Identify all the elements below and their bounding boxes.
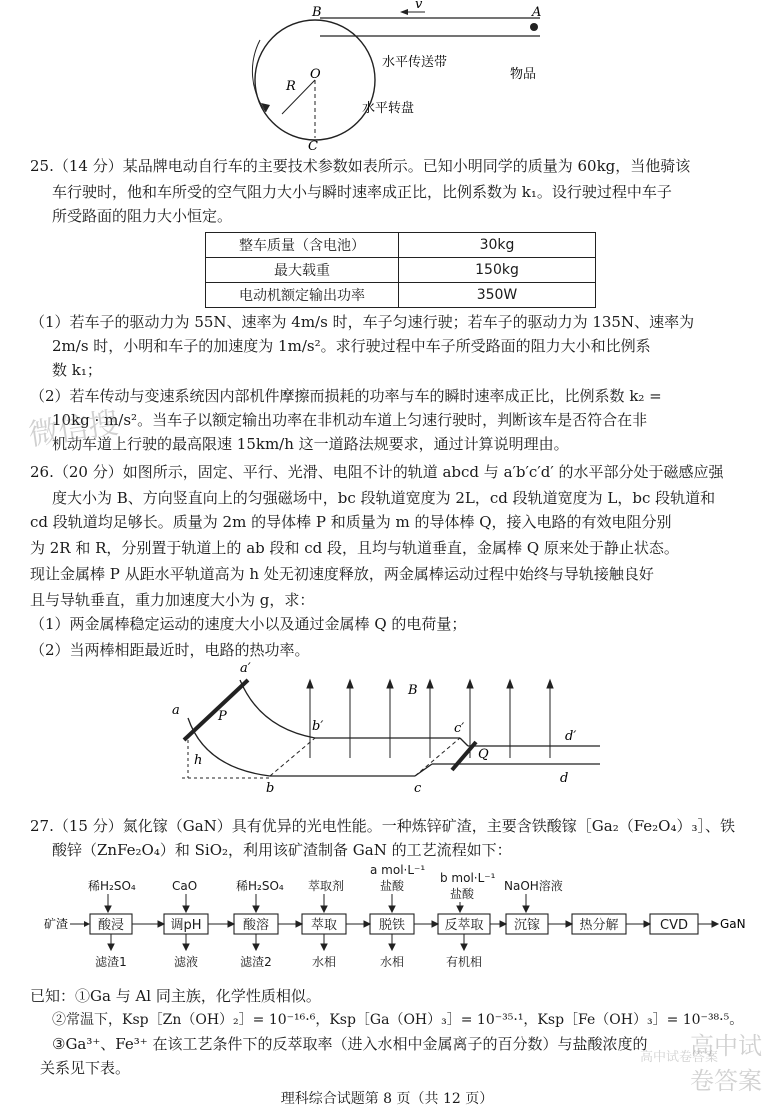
svg-text:沉镓: 沉镓 xyxy=(513,918,541,933)
svg-text:水平转盘: 水平转盘 xyxy=(362,101,415,116)
svg-text:稀H₂SO₄: 稀H₂SO₄ xyxy=(88,879,136,893)
svg-text:有机相: 有机相 xyxy=(445,955,483,969)
svg-text:热分解: 热分解 xyxy=(579,918,619,933)
q27-line-2: 酸锌（ZnFe₂O₄）和 SiO₂，利用该矿渣制备 GaN 的工艺流程如下： xyxy=(52,841,512,859)
svg-text:P: P xyxy=(218,709,227,724)
svg-text:b′: b′ xyxy=(312,719,324,734)
q27-known-2: ②常温下，Ksp［Zn（OH）₂］= 10⁻¹⁶·⁶，Ksp［Ga（OH）₃］= 10⁻³⁵·¹，Ksp［Fe（OH）₃］= 10⁻³⁸·⁵。 xyxy=(52,1012,744,1028)
svg-text:水相: 水相 xyxy=(379,955,405,969)
svg-text:萃取: 萃取 xyxy=(310,918,338,933)
q26-line-5: 现让金属棒 P 从距水平轨道高为 h 处无初速度释放，两金属棒运动过程中始终与导轨接触良好 xyxy=(30,565,654,583)
svg-text:脱铁: 脱铁 xyxy=(378,918,406,933)
q26-line-6: 且与导轨垂直，重力加速度大小为 g，求： xyxy=(30,591,315,609)
svg-text:调pH: 调pH xyxy=(170,918,202,933)
svg-text:A: A xyxy=(532,5,542,20)
q25-line-3: 所受路面的阻力大小恒定。 xyxy=(52,207,233,225)
svg-text:滤渣1: 滤渣1 xyxy=(95,955,127,969)
q26-line-1: 26.（20 分）如图所示，固定、平行、光滑、电阻不计的轨道 abcd 与 a′b′c′d′ 的水平部分处于磁感应强 xyxy=(30,463,724,481)
q26-sub-1: （1）两金属棒稳定运动的速度大小以及通过金属棒 Q 的电荷量； xyxy=(30,615,467,633)
svg-text:a: a xyxy=(172,703,180,718)
svg-text:Q: Q xyxy=(478,747,489,762)
svg-text:a′: a′ xyxy=(240,661,251,676)
svg-text:稀H₂SO₄: 稀H₂SO₄ xyxy=(236,879,284,893)
svg-text:c: c xyxy=(414,781,422,796)
q27-known-1: 已知：①Ga 与 Al 同主族，化学性质相似。 xyxy=(30,987,321,1005)
svg-text:滤液: 滤液 xyxy=(173,955,199,969)
figure-conveyor-turntable xyxy=(240,0,560,150)
svg-text:CVD: CVD xyxy=(660,918,688,933)
svg-text:GaN: GaN xyxy=(720,917,746,931)
q26-sub-2: （2）当两棒相距最近时，电路的热功率。 xyxy=(30,641,310,659)
table-row: 整车质量（含电池） 30kg xyxy=(206,233,596,258)
q25-sub1-a: （1）若车子的驱动力为 55N、速率为 4m/s 时，车子匀速行驶；若车子的驱动力为 135N、速率为 xyxy=(30,313,695,331)
svg-text:O: O xyxy=(310,67,321,82)
q26-line-2: 度大小为 B、方向竖直向上的匀强磁场中，bc 段轨道宽度为 2L，cd 段轨道宽度为 L，bc 段轨道和 xyxy=(52,489,716,507)
svg-text:h: h xyxy=(194,753,203,768)
q27-known-3: ③Ga³⁺、Fe³⁺ 在该工艺条件下的反萃取率（进入水相中金属离子的百分数）与盐酸浓度的 xyxy=(52,1035,648,1053)
svg-text:NaOH溶液: NaOH溶液 xyxy=(504,879,563,893)
svg-text:c′: c′ xyxy=(454,721,465,736)
watermark-right: 高中试卷答案 xyxy=(690,1032,762,1095)
svg-text:b mol·L⁻¹: b mol·L⁻¹ xyxy=(440,871,496,885)
q26-line-4: 为 2R 和 R，分别置于轨道上的 ab 段和 cd 段，且均与轨道垂直，金属棒 Q 原来处于静止状态。 xyxy=(30,539,679,557)
svg-text:盐酸: 盐酸 xyxy=(450,887,475,901)
svg-text:酸溶: 酸溶 xyxy=(242,918,270,933)
svg-text:R: R xyxy=(286,79,296,94)
q26-line-3: cd 段轨道均足够长。质量为 2m 的导体棒 P 和质量为 m 的导体棒 Q，接入电路的有效电阻分别 xyxy=(30,513,672,531)
svg-text:滤渣2: 滤渣2 xyxy=(240,955,272,969)
svg-text:C: C xyxy=(308,139,318,150)
item-dot xyxy=(530,23,538,31)
svg-text:水相: 水相 xyxy=(311,955,337,969)
q25-sub2-c: 机动车道上行驶的最高限速 15km/h 这一道路法规要求，通过计算说明理由。 xyxy=(52,435,569,453)
table-row: 最大载重 150kg xyxy=(206,258,596,283)
q25-sub1-b: 2m/s 时，小明和车子的加速度为 1m/s²。求行驶过程中车子所受路面的阻力大小和比例系 xyxy=(52,337,651,355)
q27-line-1: 27.（15 分）氮化镓（GaN）具有优异的光电性能。一种炼锌矿渣，主要含铁酸镓［Ga₂（Fe₂O₄）₃］、铁 xyxy=(30,817,736,835)
watermark-left: 微信搜 xyxy=(26,405,121,454)
svg-text:反萃取: 反萃取 xyxy=(444,918,484,933)
svg-text:d′: d′ xyxy=(565,729,577,744)
svg-text:盐酸: 盐酸 xyxy=(380,879,405,893)
svg-text:萃取剂: 萃取剂 xyxy=(308,879,345,893)
svg-text:a mol·L⁻¹: a mol·L⁻¹ xyxy=(370,863,426,877)
spec-table xyxy=(205,232,596,308)
q25-line-2: 车行驶时，他和车所受的空气阻力大小与瞬时速率成正比，比例系数为 k₁。设行驶过程中车子 xyxy=(52,183,672,201)
page-footer: 理科综合试题第 8 页（共 12 页） xyxy=(280,1091,494,1107)
svg-text:B: B xyxy=(312,5,322,20)
svg-text:物品: 物品 xyxy=(510,67,537,82)
watermark-bottom: 高中试卷答案 xyxy=(640,1050,719,1065)
svg-text:水平传送带: 水平传送带 xyxy=(382,55,448,70)
svg-text:CaO: CaO xyxy=(172,879,198,893)
q25-line-1: 25.（14 分）某品牌电动自行车的主要技术参数如表所示。已知小明同学的质量为 60kg，当他骑该 xyxy=(30,157,691,175)
svg-text:B: B xyxy=(408,683,418,698)
table-row: 电动机额定输出功率 350W xyxy=(206,283,596,308)
svg-text:d: d xyxy=(560,771,569,786)
q27-known-4: 关系见下表。 xyxy=(40,1059,131,1077)
svg-text:酸浸: 酸浸 xyxy=(97,918,125,933)
svg-text:矿渣: 矿渣 xyxy=(44,917,69,931)
process-flow-diagram xyxy=(40,862,760,982)
q25-sub2-b: 10kg · m/s²。当车子以额定输出功率在非机动车道上匀速行驶时，判断该车是否符合在非 xyxy=(52,411,648,429)
q25-sub2-a: （2）若车传动与变速系统因内部机件摩擦而损耗的功率与车的瞬时速率成正比，比例系数 k₂ = xyxy=(30,387,662,405)
svg-text:v: v xyxy=(415,0,423,12)
figure-rails-magnetic xyxy=(160,658,620,798)
q25-sub1-c: 数 k₁； xyxy=(52,361,102,379)
svg-text:b: b xyxy=(266,781,275,796)
